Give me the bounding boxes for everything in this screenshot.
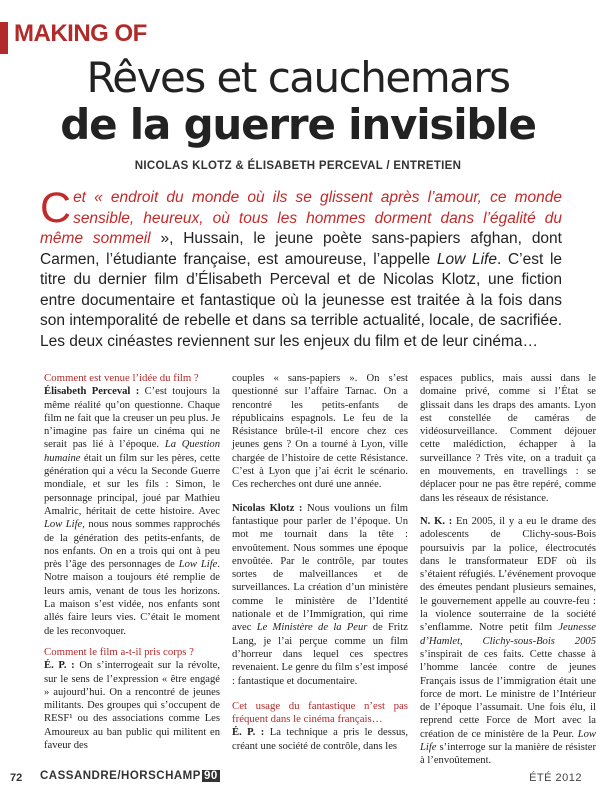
answer-1-text: était un film sur les pères, cette génération qui a vécu la Seconde Guerre mondiale, et sur les fils : Simon, le personnage principal, joué par Mathieu Amalric, héritait de cette histoire. Avec	[44, 452, 220, 517]
page-number: 72	[10, 772, 23, 784]
film-title: Jeunesse d’Hamlet, Clichy-sous-Bois 2005	[420, 622, 596, 647]
speaker-nk: N. K. :	[420, 515, 453, 527]
column-1	[44, 372, 220, 752]
section-label: MAKING OF	[14, 20, 147, 47]
byline: NICOLAS KLOTZ & ÉLISABETH PERCEVAL / ENTRETIEN	[134, 160, 462, 172]
question-1: Comment est venue l’idée du film ?	[44, 372, 199, 384]
issue-date: ÉTÉ 2012	[529, 772, 582, 784]
answer-2	[44, 659, 220, 752]
speaker-ep: Élisabeth Perceval :	[44, 386, 140, 398]
speaker-nk: Nicolas Klotz :	[232, 502, 303, 514]
answer-2-text: On s’interrogeait sur la révolte, sur le sens de l’expression « être engagé » aujourd’hui. On a rencontré de jeunes militants. Des groupes qui s’occupent de RESF¹ ou des associations comme Les Amoureux au ban public qui militent en faveur des	[44, 660, 220, 752]
film-title: Low Life	[44, 519, 83, 531]
film-title: La Question humaine	[44, 439, 221, 464]
film-title: Le Ministère de la Peur	[256, 622, 368, 634]
title-line-2: de la guerre invisible	[60, 100, 536, 149]
answer-1-text: . Notre maison a toujours été remplie de leurs amis, venant de tous les horizons. La maison s’est vidée, nos enfants sont allés faire leurs vies. C’était le moment de les reconvoquer.	[44, 559, 220, 637]
issue-number: 90	[203, 770, 218, 782]
intro-film-title: Low Life	[436, 250, 497, 268]
magazine-title: CASSANDRE/HORSCHAMP	[40, 770, 201, 782]
intro-text-1: », Hussain, le jeune poète sans-papiers afghan, dont Carmen, l’étudiante française, est amoureuse, l’appelle	[40, 230, 562, 268]
answer-3-continued: espaces publics, mais aussi dans le domaine privé, comme si l’État se glissait dans les draps des amants. Lyon est constellée de caméras de vidéosurveillance. Comment déjouer cette malédiction, échapper à la surveillance ? Très vite, on a traduit ça en mouvements, en travellings : se déplacer pour ne pas être repéré, comme dans les réseaux de résistance.	[420, 373, 596, 504]
question-2: Comment le film a-t-il pris corps ?	[44, 645, 194, 658]
column-2	[232, 372, 408, 753]
column-3	[420, 372, 596, 768]
answer-3	[232, 726, 408, 753]
section-accent-bar	[0, 22, 8, 54]
speaker-ep: É. P. :	[44, 660, 75, 672]
answer-3-text: La technique a pris le dessus, créant une société de contrôle, dans les	[232, 727, 409, 752]
film-title: Low Life	[178, 559, 218, 571]
answer-nk-2-text: s’inspirait de ces faits. Cette chasse à l’homme lancée contre de jeunes Français issus de l’immigration était une force de mort. Le ministre de l’Intérieur de l’époque l’assumait. Une fois élu, il reprend cette Force de Mort avec la création de ce ministère de la Peur.	[420, 648, 596, 740]
answer-1-text: , nous nous sommes rapprochés de la génération des petits-enfants, de nos enfants. On en a trois qui ont à peu près l’âge des personnages de	[44, 519, 220, 571]
question-3: Cet usage du fantastique n’est pas fréquent dans le cinéma français…	[232, 699, 408, 726]
title-line-1: Rêves et cauchemars	[86, 53, 510, 102]
answer-nk	[232, 502, 408, 688]
answer-1	[44, 385, 220, 638]
speaker-ep: É. P. :	[232, 727, 265, 739]
answer-2-continued: couples « sans-papiers ». On s’est questionné sur l’affaire Tarnac. On a rencontré les petits-enfants de républicains espagnols. Le feu de la Résistance brûle-t-il encore chez ces jeunes gens ? On a tourné à Lyon, ville chargée de l’histoire de cette Résistance. C’est à Lyon que j’ai écrit le scénario. Ces recherches ont duré une année.	[232, 373, 408, 491]
drop-cap: C	[40, 184, 72, 232]
answer-nk-text: de Fritz Lang, je l’ai perçue comme un film d’horreur dans lequel ces spectres revenaient. Le genre du film s’est imposé : fantastique et documentaire.	[232, 622, 408, 687]
film-title: Low Life	[420, 728, 596, 754]
intro-quote: et « endroit du monde où ils se glissent après l’amour, ce monde sensible, heureux, où tous les hommes dorment dans l’égalité du même sommeil	[40, 189, 562, 247]
answer-nk-2-text: s’interroge sur la manière de résister à l’envoûtement.	[420, 742, 596, 767]
intro-paragraph	[40, 184, 563, 352]
answer-nk-2-text: En 2005, il y a eu le drame des adolescents de Clichy-sous-Bois poursuivis par la police, électrocutés dans le transformateur EDF où ils s’étaient réfugiés. L’événement provoque des émeutes pendant plusieurs semaines, le gouvernement appelle au couvre-feu : la violence souterraine de la société s’enflamme. Notre petit film	[420, 515, 596, 634]
intro-text-2: . C’est le titre du dernier film d’Élisabeth Perceval et de Nicolas Klotz, une fiction entre documentaire et fantastique où la jeunesse est traitée à la fois dans son intemporalité de rebelle et dans sa terrible actualité, locale, de sacrifiée. Les deux cinéastes reviennent sur les enjeux du film et de leur cinéma…	[40, 250, 563, 350]
answer-nk-text: Nous voulions un film fantastique pour parler de l’époque. Un mot me tournait dans la tête : envoûtement. Nous sommes une époque envoûtée. Par le contrôle, par toutes sortes de malveillances et de surveillances. La création d’un ministère comme le ministère de l’Identité nationale et de l’Immigration, qui rime avec	[232, 502, 409, 634]
answer-1-text: C’est toujours la même réalité qu’on questionne. Chaque film ne fait que la creuser un peu plus. Je n’imagine pas faire un cinéma qui ne serait pas lié à l’époque.	[44, 386, 220, 451]
magazine-name	[40, 770, 220, 782]
answer-nk-2	[420, 515, 596, 768]
